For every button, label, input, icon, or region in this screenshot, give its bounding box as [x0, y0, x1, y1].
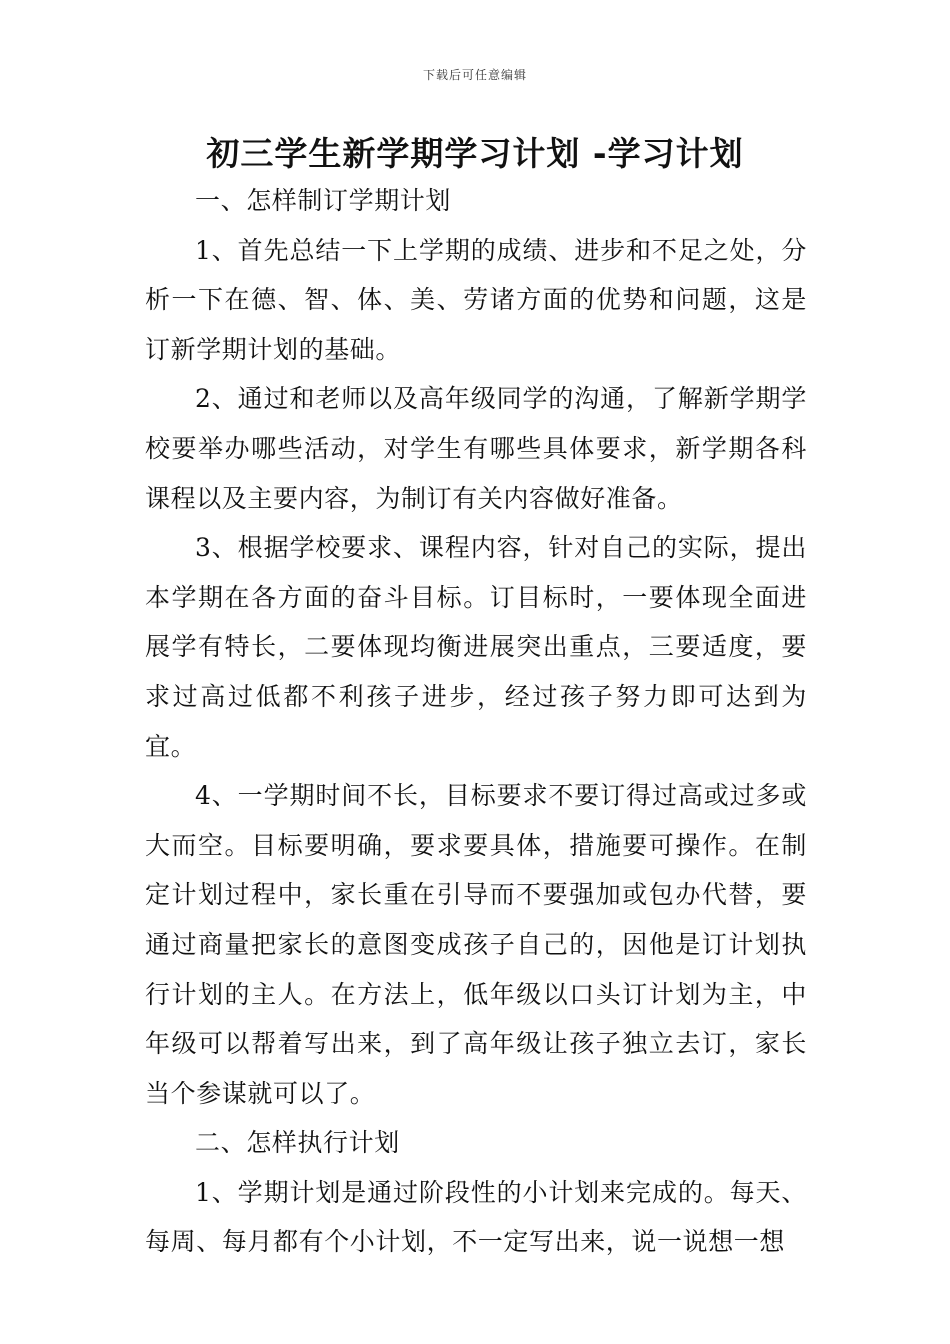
document-title: 初三学生新学期学习计划 -学习计划	[206, 134, 744, 173]
paragraph-1: 1、首先总结一下上学期的成绩、进步和不足之处，分析一下在德、智、体、美、劳诸方面的优势和问题，这是订新学期计划的基础。	[145, 235, 807, 364]
paragraph-3: 3、根据学校要求、课程内容，针对自己的实际，提出本学期在各方面的奋斗目标。订目标时，一要体现全面进展学有特长，二要体现均衡进展突出重点，三要适度，要求过高过低都不利孩子进步，经过孩子努力即可达到为宜。	[145, 533, 807, 761]
section-heading-2: 二、怎样执行计划	[195, 1128, 400, 1158]
paragraph-5: 1、学期计划是通过阶段性的小计划来完成的。每天、每周、每月都有个小计划，不一定写出来，说一说想一想	[145, 1177, 807, 1257]
paragraph-2: 2、通过和老师以及高年级同学的沟通，了解新学期学校要举办哪些活动，对学生有哪些具体要求，新学期各科课程以及主要内容，为制订有关内容做好准备。	[145, 384, 807, 513]
paragraph-4: 4、一学期时间不长，目标要求不要订得过高或过多或大而空。目标要明确，要求要具体，措施要可操作。在制定计划过程中，家长重在引导而不要强加或包办代替，要通过商量把家长的意图变成孩子自己的，因他是订计划执行计划的主人。在方法上，低年级以口头订计划为主，中年级可以帮着写出来，到了高年级让孩子独立去订，家长当个参谋就可以了。	[145, 781, 807, 1108]
header-note: 下载后可任意编辑	[422, 68, 527, 82]
section-heading-1: 一、怎样制订学期计划	[195, 186, 452, 215]
document-body	[145, 176, 807, 1267]
